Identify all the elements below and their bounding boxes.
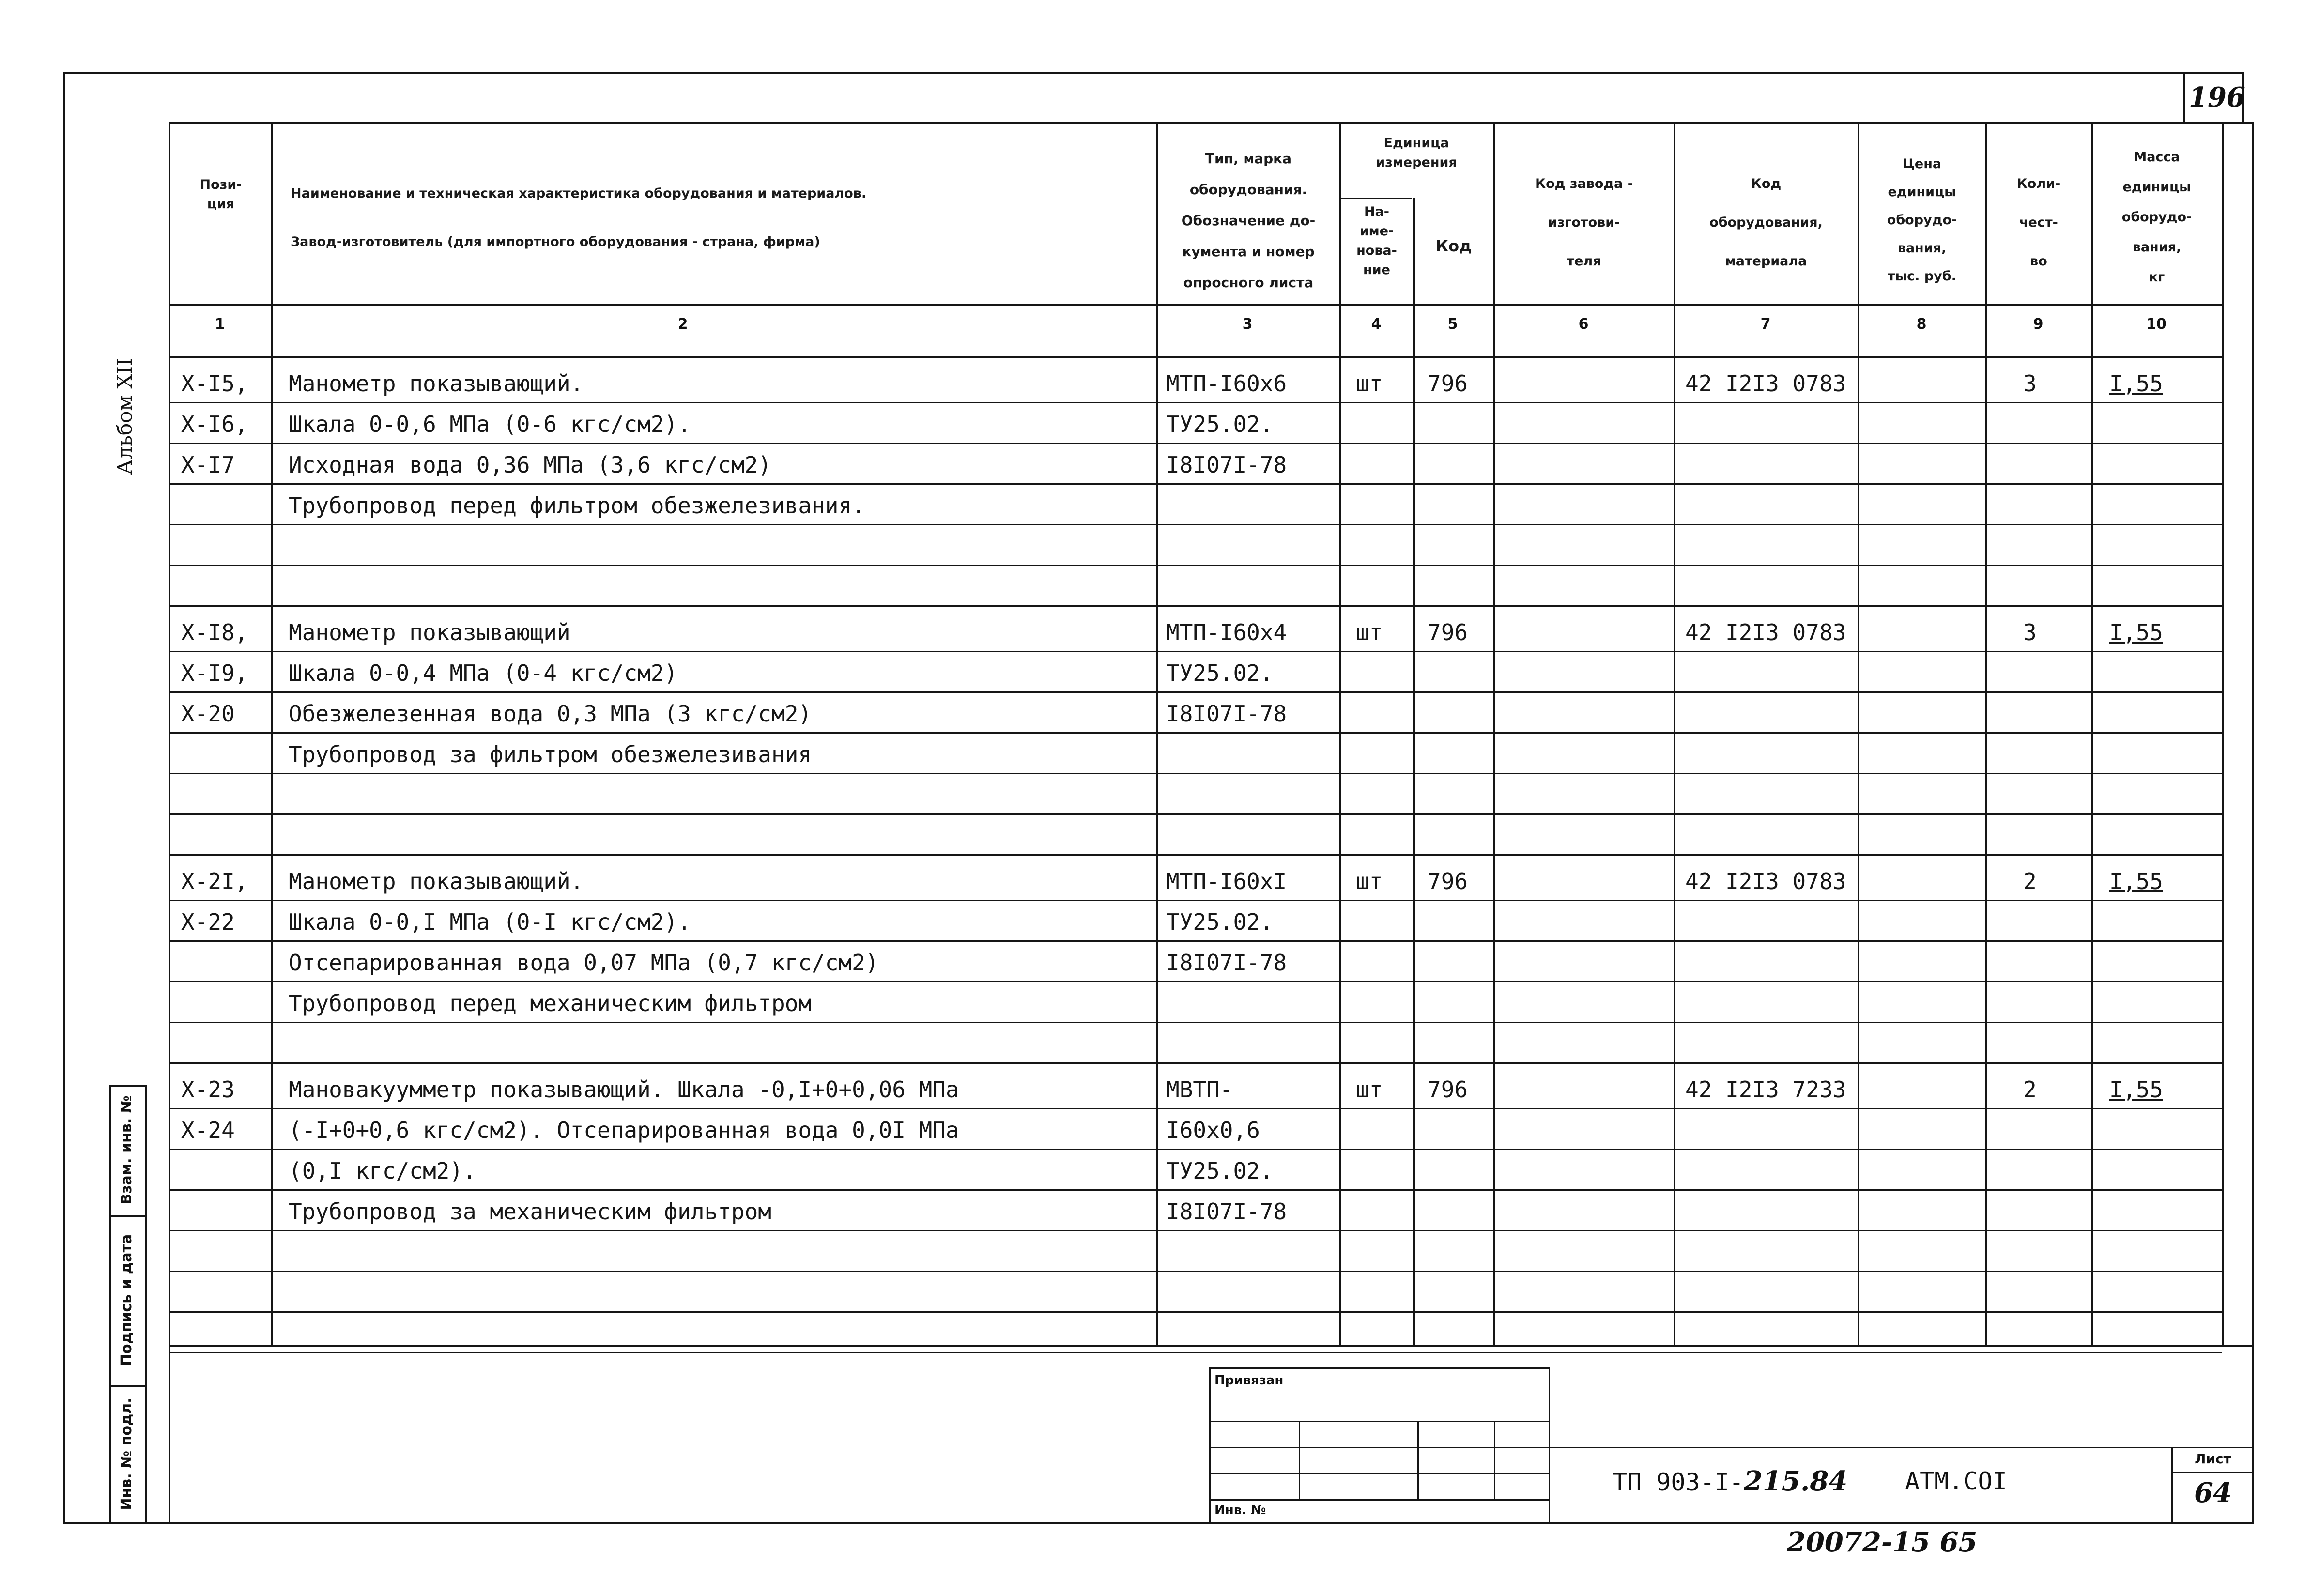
bottom-registration-number: 20072-15 65: [1787, 1526, 1978, 1558]
side-strip-div2: [109, 1385, 146, 1387]
row-line: [169, 1271, 2222, 1272]
doc-prefix: ТП 903-I-: [1613, 1468, 1744, 1496]
cell-type: МТП-I60xI: [1166, 868, 1287, 894]
cell-mass: I,55: [2109, 619, 2163, 645]
cell-type: МТП-I60x6: [1166, 370, 1287, 397]
header-quantity: Коли- чест- во: [2016, 176, 2061, 269]
column-number-bottom: [169, 356, 2222, 358]
cell-unit: шт: [1356, 1076, 1383, 1103]
cell-position: X-I7: [181, 452, 235, 478]
row-line: [169, 1352, 2222, 1353]
cell-position: X-23: [181, 1076, 235, 1103]
cell-type: МВТП-: [1166, 1076, 1233, 1103]
stamp-col-1: [1299, 1421, 1300, 1499]
row-line: [169, 524, 2222, 525]
header-unit-name: На- име- нова- ние: [1356, 204, 1397, 277]
cell-equipment-code: 42 I2I3 0783: [1685, 619, 1846, 645]
stamp-row-1: [1209, 1421, 1550, 1422]
side-strip-top: [109, 1085, 146, 1087]
cell-name: Манометр показывающий: [289, 619, 570, 645]
cell-type: I8I07I-78: [1166, 452, 1287, 478]
cell-mass: I,55: [2109, 1076, 2163, 1103]
cell-position: X-24: [181, 1117, 235, 1143]
row-line: [169, 773, 2222, 774]
cell-name: Обезжелезенная вода 0,3 МПа (3 кгс/см2): [289, 701, 812, 727]
cell-name: Манометр показывающий.: [289, 370, 584, 397]
header-position: Пози- ция: [200, 177, 242, 212]
row-line: [169, 1230, 2222, 1231]
stamp-inv-no: Инв. №: [1214, 1503, 1266, 1518]
col-divider-4: [1413, 198, 1415, 1345]
cell-name: (0,I кгс/см2).: [289, 1158, 476, 1184]
cell-name: Трубопровод перед механическим фильтром: [289, 990, 812, 1016]
colnum-6: 6: [1578, 316, 1589, 333]
cell-name: Исходная вода 0,36 МПа (3,6 кгс/см2): [289, 452, 771, 478]
colnum-2: 2: [677, 316, 688, 333]
cell-position: X-I6,: [181, 411, 248, 437]
row-line: [169, 1189, 2222, 1191]
stamp-inv-podl: Инв. № подл.: [118, 1397, 135, 1510]
sheet-box-split: [2171, 1472, 2254, 1473]
colnum-4: 4: [1371, 316, 1382, 333]
col-divider-9: [2091, 122, 2093, 1345]
frame-left: [63, 72, 65, 1523]
row-line: [169, 565, 2222, 566]
cell-type: ТУ25.02.: [1166, 1158, 1274, 1184]
cell-name: (-I+0+0,6 кгс/см2). Отсепарированная вода 0,0I МПа: [289, 1117, 959, 1143]
colnum-1: 1: [215, 316, 225, 333]
row-line: [169, 981, 2222, 982]
cell-type: ТУ25.02.: [1166, 660, 1274, 686]
cell-equipment-code: 42 I2I3 0783: [1685, 370, 1846, 397]
cell-unit: шт: [1356, 868, 1383, 894]
cell-type: ТУ25.02.: [1166, 411, 1274, 437]
row-line: [169, 1311, 2222, 1313]
row-line: [169, 1108, 2222, 1109]
colnum-7: 7: [1760, 316, 1771, 333]
frame-right: [2252, 122, 2254, 1523]
document-designation: [1613, 1464, 1847, 1499]
cell-name: Отсепарированная вода 0,07 МПа (0,7 кгс/см2): [289, 950, 879, 976]
header-price: Цена единицы оборудо- вания, тыс. руб.: [1887, 156, 1957, 284]
sheet-number: 64: [2194, 1477, 2232, 1509]
row-line: [169, 1062, 2222, 1064]
header-mass: Масса единицы оборудо- вания, кг: [2121, 150, 2192, 285]
col-divider-5: [1493, 122, 1495, 1345]
colnum-3: 3: [1242, 316, 1253, 333]
header-type: Тип, марка оборудования. Обозначение до- кумента и номер опросного листа: [1181, 151, 1316, 291]
cell-position: X-22: [181, 909, 235, 935]
cell-type: МТП-I60x4: [1166, 619, 1287, 645]
row-line: [169, 1149, 2222, 1150]
cell-mass: I,55: [2109, 370, 2163, 397]
colnum-5: 5: [1447, 316, 1458, 333]
album-label: Альбом XII: [113, 358, 137, 475]
table-right-inner: [2222, 122, 2224, 1345]
table-bottom: [169, 1345, 2254, 1347]
document-code: АТМ.СОI: [1905, 1467, 2007, 1495]
cell-position: X-I9,: [181, 660, 248, 686]
side-strip-right: [145, 1085, 147, 1523]
title-block-top: [1549, 1447, 2254, 1448]
cell-name: Манометр показывающий.: [289, 868, 584, 894]
stamp-box-top: [1209, 1367, 1550, 1369]
cell-position: X-2I,: [181, 868, 248, 894]
cell-type: ТУ25.02.: [1166, 909, 1274, 935]
col-divider-8: [1985, 122, 1987, 1345]
cell-equipment-code: 42 I2I3 0783: [1685, 868, 1846, 894]
side-strip-left: [109, 1085, 111, 1523]
table-left: [169, 122, 170, 1523]
cell-unit-code: 796: [1428, 1076, 1468, 1103]
cell-type: I8I07I-78: [1166, 1198, 1287, 1225]
row-line: [169, 651, 2222, 652]
cell-equipment-code: 42 I2I3 7233: [1685, 1076, 1846, 1103]
header-unit-code: Код: [1436, 237, 1472, 255]
table-top: [169, 122, 2183, 124]
cell-name: Трубопровод перед фильтром обезжелезивания.: [289, 492, 865, 519]
cell-unit: шт: [1356, 370, 1383, 397]
row-line: [169, 732, 2222, 734]
cell-quantity: 2: [2023, 1076, 2037, 1103]
stamp-vzam-inv: Взам. инв. №: [118, 1095, 135, 1205]
corner-box-left: [2183, 72, 2185, 122]
cell-quantity: 3: [2023, 370, 2037, 397]
cell-type: I8I07I-78: [1166, 701, 1287, 727]
header-maker-code: Код завода - изготови- теля: [1535, 176, 1633, 269]
frame-top: [63, 72, 2242, 74]
cell-position: X-20: [181, 701, 235, 727]
cell-position: X-I8,: [181, 619, 248, 645]
side-strip-div1: [109, 1215, 146, 1217]
sheet-box-left: [2171, 1447, 2173, 1523]
colnum-8: 8: [1916, 316, 1927, 333]
sheet-label: Лист: [2195, 1451, 2231, 1467]
colnum-10: 10: [2146, 316, 2167, 333]
header-unit: Единица измерения: [1376, 136, 1457, 170]
cell-unit: шт: [1356, 619, 1383, 645]
col-divider-7: [1858, 122, 1859, 1345]
cell-name: Шкала 0-0,I МПа (0-I кгс/см2).: [289, 909, 691, 935]
stamp-row-4: [1209, 1499, 1550, 1501]
row-line: [169, 691, 2222, 693]
cell-quantity: 2: [2023, 868, 2037, 894]
header-equip-code: Код оборудования, материала: [1709, 176, 1823, 269]
stamp-row-3: [1209, 1473, 1550, 1474]
cell-unit-code: 796: [1428, 370, 1468, 397]
colnum-9: 9: [2033, 316, 2044, 333]
cell-unit-code: 796: [1428, 619, 1468, 645]
row-line: [169, 1022, 2222, 1023]
header-bottom: [169, 304, 2222, 306]
cell-unit-code: 796: [1428, 868, 1468, 894]
cell-name: Шкала 0-0,4 МПа (0-4 кгс/см2): [289, 660, 678, 686]
corner-box-bottom: [2183, 122, 2254, 124]
col-divider-3: [1339, 122, 1341, 1345]
stamp-row-2: [1209, 1447, 1550, 1448]
sheet-corner-number: 196: [2189, 81, 2245, 113]
col-divider-2: [1156, 122, 1158, 1345]
cell-position: X-I5,: [181, 370, 248, 397]
cell-name: Шкала 0-0,6 МПа (0-6 кгс/см2).: [289, 411, 691, 437]
stamp-col-3: [1494, 1421, 1495, 1499]
col-divider-1: [271, 122, 273, 1345]
cell-quantity: 3: [2023, 619, 2037, 645]
cell-name: Трубопровод за фильтром обезжелезивания: [289, 741, 812, 767]
stamp-privyazan: Привязан: [1214, 1373, 1284, 1388]
frame-bottom: [63, 1522, 2254, 1524]
col-divider-6: [1674, 122, 1675, 1345]
row-line: [169, 813, 2222, 815]
cell-name: Трубопровод за механическим фильтром: [289, 1198, 771, 1225]
row-line: [169, 854, 2222, 856]
row-line: [169, 940, 2222, 942]
row-line: [169, 483, 2222, 485]
row-line: [169, 443, 2222, 444]
stamp-signature-date: Подпись и дата: [118, 1234, 135, 1366]
row-line: [169, 605, 2222, 607]
stamp-col-2: [1417, 1421, 1419, 1499]
cell-type: I60x0,6: [1166, 1117, 1260, 1143]
row-line: [169, 402, 2222, 403]
header-name: Наименование и техническая характеристика оборудования и материалов. Завод-изготовитель (для импортного оборудования - страна, фирма): [291, 186, 867, 249]
unit-header-split: [1339, 198, 1412, 199]
cell-mass: I,55: [2109, 868, 2163, 894]
doc-hand-number: 215.84: [1743, 1465, 1848, 1497]
row-line: [169, 900, 2222, 901]
cell-name: Мановакуумметр показывающий. Шкала -0,I+0+0,06 МПа: [289, 1076, 959, 1103]
cell-type: I8I07I-78: [1166, 950, 1287, 976]
